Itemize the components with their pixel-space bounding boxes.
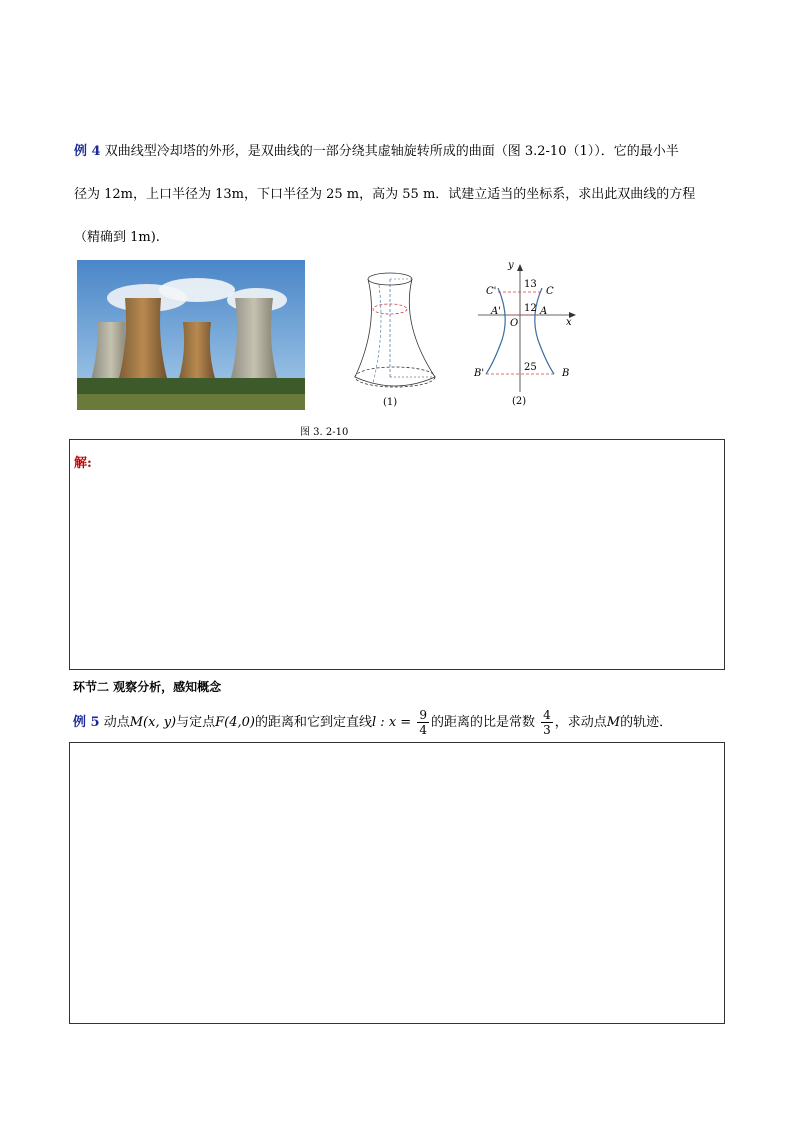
example4-line3: （精确到 1m).	[74, 230, 160, 245]
answer-box-example5[interactable]	[69, 742, 725, 1024]
label-A-prime: A'	[491, 306, 501, 317]
axis-x-label: x	[566, 317, 572, 328]
frac1-numerator: 9	[419, 708, 427, 722]
fraction-4-3	[541, 709, 553, 736]
value-25: 25	[524, 362, 537, 373]
frac1-denominator: 4	[419, 723, 427, 737]
sub-label-2: (2)	[512, 396, 527, 407]
line-equation: l : x =	[372, 715, 412, 730]
axis-y-label: y	[508, 260, 514, 271]
example5-text-a: 动点	[103, 715, 130, 730]
frac2-denominator: 3	[543, 723, 551, 737]
sub-label-1: (1)	[383, 397, 398, 408]
section-heading: 环节二 观察分析，感知概念	[73, 680, 222, 694]
var-M: M	[606, 715, 621, 730]
example4-line1	[74, 140, 679, 159]
example5-text-d: 的距离的比是常数	[430, 715, 535, 730]
origin-label: O	[510, 318, 519, 329]
point-F: F(4,0)	[215, 715, 255, 730]
fraction-9-4	[417, 709, 429, 736]
example4-label: 例 4	[74, 144, 101, 159]
example5-text-e: ，求动点	[554, 715, 607, 730]
example4-line2: 径为 12m，上口半径为 13m，下口半径为 25 m，高为 55 m．试建立适当的坐标系，求出此双曲线的方程	[74, 187, 696, 202]
cooling-tower-photo	[77, 260, 305, 410]
label-C: C	[546, 286, 554, 297]
label-B: B	[562, 368, 570, 379]
example5-line	[73, 708, 672, 738]
label-B-prime: B'	[474, 368, 485, 379]
example4-text1: 双曲线型冷却塔的外形，是双曲线的一部分绕其虚轴旋转所成的曲面（图 3.2-10（1））．它的最小半	[104, 144, 679, 159]
example5-text-c: 的距离和它到定直线	[255, 715, 373, 730]
example5-text-f: 的轨迹．	[620, 715, 673, 730]
value-13: 13	[524, 279, 537, 290]
hyperbola-coordinate-diagram	[472, 262, 582, 412]
solution-label: 解:	[74, 456, 92, 471]
frac2-numerator: 4	[543, 708, 551, 722]
value-12: 12	[524, 303, 537, 314]
example5-label: 例 5	[73, 715, 100, 730]
example5-text-b: 与定点	[176, 715, 216, 730]
point-M: M(x, y)	[129, 715, 177, 730]
label-A: A	[540, 306, 548, 317]
hyperboloid-diagram	[345, 265, 445, 415]
solution-box-example4[interactable]	[69, 439, 725, 670]
figure-caption: 图 3. 2-10	[300, 427, 349, 438]
label-C-prime: C'	[486, 286, 497, 297]
